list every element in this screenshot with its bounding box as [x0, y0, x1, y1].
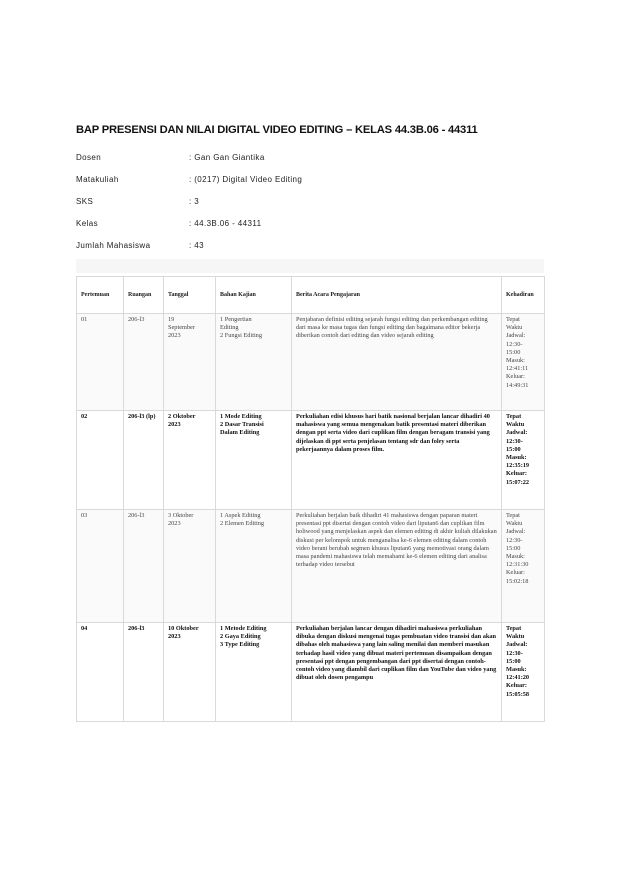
- cell-ruangan: 206-l3: [124, 510, 164, 623]
- kehadiran-line: Keluar:: [506, 470, 527, 478]
- cell-berita-acara: Perkuliahan berjalan baik dihadiri 41 mahasiswa dengan paparan materi presentasi ppt disertai dengan contoh video dari liputan6 dan cuplikan film holiwood yang menjelaskan aspek dan elemen editing di akhir kuliah dilakukan diskusi per kelompok untuk menganalisa ke-6 elemen editing dalam contoh video berani berubah segmen khusus liputan6 yang memotivasi orang dalam masa pandemi mahasiswa telah memahami ke-6 elemen editing dari analisa terhadap video tersebut: [292, 510, 502, 623]
- kehadiran-line: Jadwal:: [506, 429, 528, 437]
- bahan-line: 1 Pengertian: [220, 316, 252, 323]
- info-label: Dosen: [76, 153, 102, 162]
- bahan-line: 1 Mode Editing: [220, 413, 262, 420]
- kehadiran-line: Waktu: [506, 324, 523, 332]
- kehadiran-line: Jadwal:: [506, 528, 526, 536]
- kehadiran-line: 12:30-: [506, 536, 523, 544]
- bahan-line: 2 Dasar Transisi: [220, 421, 264, 429]
- cell-pertemuan: 03: [77, 510, 124, 623]
- kehadiran-line: Tepat: [506, 625, 522, 632]
- kehadiran-line: 12:30-: [506, 437, 523, 445]
- cell-kehadiran: [502, 314, 545, 411]
- tanggal-line: 19: [168, 316, 175, 323]
- tanggal-line: 2023: [168, 520, 181, 528]
- cell-kehadiran: [502, 510, 545, 623]
- cell-ruangan: 206-l3: [124, 314, 164, 411]
- kehadiran-line: Waktu: [506, 633, 525, 641]
- cell-ruangan: 206-l3 (lp): [124, 411, 164, 510]
- kehadiran-line: Tepat: [506, 512, 520, 519]
- cell-berita-acara: Penjabaran definisi editing sejarah fungsi editing dan perkembangan editing dari masa ke masa tugas dan fungsi editing dan bagaimana editor bekerja diberikan contoh dari editing dan video sejarah editing: [292, 314, 502, 411]
- info-label: Jumlah Mahasiswa: [76, 241, 151, 250]
- kehadiran-line: Masuk:: [506, 357, 525, 365]
- cell-tanggal: [164, 314, 216, 411]
- column-header-bahan-kajian: Bahan Kajian: [216, 277, 292, 314]
- info-value: : 44.3B.06 - 44311: [189, 219, 262, 228]
- tanggal-line: 2023: [168, 332, 181, 340]
- table-header-row: [77, 277, 545, 314]
- cell-ruangan: 206-l3: [124, 623, 164, 722]
- attendance-table: [76, 276, 545, 722]
- info-row-jumlah-mahasiswa: [76, 241, 556, 253]
- bahan-line: Editing: [220, 324, 239, 332]
- cell-tanggal: [164, 411, 216, 510]
- column-header-kehadiran: Kehadiran: [502, 277, 545, 314]
- info-label: SKS: [76, 197, 94, 206]
- tanggal-line: 3 Oktober: [168, 512, 194, 519]
- info-label: Kelas: [76, 219, 99, 228]
- column-header-ruangan: Ruangan: [124, 277, 164, 314]
- cell-berita-acara: Perkuliahan edisi khusus hari batik nasional berjalan lancar dihadiri 40 mahasiswa yang semua mengenakan batik presentasi materi diberikan dengan ppt serta video dari cuplikan film dengan beragam transisi yang dijelaskan di ppt serta penjelasan tentang sdr dan foley serta pekerjaannya dalam proses film.: [292, 411, 502, 510]
- bahan-line: Dalam Editing: [220, 429, 260, 437]
- column-header-berita-acara: Berita Acara Pengajaran: [292, 277, 502, 314]
- cell-bahan-kajian: [216, 510, 292, 623]
- cell-pertemuan: 01: [77, 314, 124, 411]
- kehadiran-line: 12:35:19: [506, 462, 530, 470]
- tanggal-line: September: [168, 324, 195, 332]
- kehadiran-line: Jadwal:: [506, 332, 526, 340]
- kehadiran-line: 12:41:20: [506, 674, 530, 682]
- table-row: [77, 314, 545, 411]
- cell-pertemuan: 04: [77, 623, 124, 722]
- cell-bahan-kajian: [216, 411, 292, 510]
- column-header-tanggal: Tanggal: [164, 277, 216, 314]
- table-top-band: [76, 259, 544, 273]
- kehadiran-line: Keluar:: [506, 373, 525, 381]
- cell-bahan-kajian: [216, 623, 292, 722]
- kehadiran-line: 12:30-: [506, 649, 523, 657]
- bahan-line: 2 Fungsi Editing: [220, 332, 262, 340]
- bahan-line: 2 Elemen Editing: [220, 520, 265, 528]
- kehadiran-line: 15:05:58: [506, 690, 530, 698]
- cell-tanggal: [164, 510, 216, 623]
- cell-bahan-kajian: [216, 314, 292, 411]
- bahan-line: 3 Type Editing: [220, 641, 260, 649]
- table-row: [77, 510, 545, 623]
- kehadiran-line: Tepat: [506, 413, 522, 420]
- kehadiran-line: Masuk:: [506, 454, 527, 462]
- tanggal-line: 2023: [168, 633, 181, 641]
- kehadiran-line: Waktu: [506, 421, 525, 429]
- info-value: : 43: [189, 241, 204, 250]
- cell-berita-acara: Perkuliahan berjalan lancar dengan dihadiri mahasiswa perkuliahan dibuka dengan diskusi mengenai tugas pembuatan video transisi dan akan dibahas oleh mahasiswa yang lain saling menilai dan memberi masukan terhadap hasil video yang dibuat materi pertemuan disampaikan dengan presentasi ppt dengan pengembangan dari ppt disertai dengan contoh-contoh video yang diambil dari cuplikan film dan YouTube dan video yang dibuat oleh dosen pengampu: [292, 623, 502, 722]
- kehadiran-line: 15:00: [506, 544, 521, 552]
- info-row-kelas: [76, 219, 556, 231]
- tanggal-line: 2 Oktober: [168, 413, 196, 420]
- kehadiran-line: Keluar:: [506, 569, 525, 577]
- kehadiran-line: Keluar:: [506, 682, 527, 690]
- info-row-dosen: [76, 153, 556, 165]
- info-value: : 3: [189, 197, 200, 206]
- page-title: BAP PRESENSI DAN NILAI DIGITAL VIDEO EDITING – KELAS 44.3B.06 - 44311: [76, 124, 478, 136]
- kehadiran-line: Waktu: [506, 520, 523, 528]
- kehadiran-line: 15:07:22: [506, 478, 530, 486]
- table-row: [77, 411, 545, 510]
- bahan-line: 1 Metode Editing: [220, 625, 267, 632]
- kehadiran-line: 15:02:18: [506, 577, 529, 585]
- cell-kehadiran: [502, 411, 545, 510]
- info-row-sks: [76, 197, 556, 209]
- cell-pertemuan: 02: [77, 411, 124, 510]
- kehadiran-line: 15:00: [506, 445, 521, 453]
- column-header-pertemuan: Pertemuan: [77, 277, 124, 314]
- kehadiran-line: 12:31:30: [506, 561, 529, 569]
- info-value: : (0217) Digital Video Editing: [189, 175, 303, 184]
- info-label: Matakuliah: [76, 175, 119, 184]
- info-value: : Gan Gan Giantika: [189, 153, 265, 162]
- kehadiran-line: 14:49:31: [506, 381, 529, 389]
- kehadiran-line: Masuk:: [506, 666, 527, 674]
- tanggal-line: 2023: [168, 421, 181, 429]
- bahan-line: 1 Aspek Editing: [220, 512, 261, 519]
- bahan-line: 2 Gaya Editing: [220, 633, 261, 641]
- cell-tanggal: [164, 623, 216, 722]
- table-row: [77, 623, 545, 722]
- cell-kehadiran: [502, 623, 545, 722]
- kehadiran-line: 15:00: [506, 657, 521, 665]
- kehadiran-line: 12:30-: [506, 340, 523, 348]
- kehadiran-line: 12:41:11: [506, 365, 529, 373]
- kehadiran-line: Masuk:: [506, 553, 525, 561]
- kehadiran-line: Jadwal:: [506, 641, 528, 649]
- kehadiran-line: 15:00: [506, 348, 521, 356]
- kehadiran-line: Tepat: [506, 316, 520, 323]
- info-row-matakuliah: [76, 175, 556, 187]
- tanggal-line: 10 Oktober: [168, 625, 199, 632]
